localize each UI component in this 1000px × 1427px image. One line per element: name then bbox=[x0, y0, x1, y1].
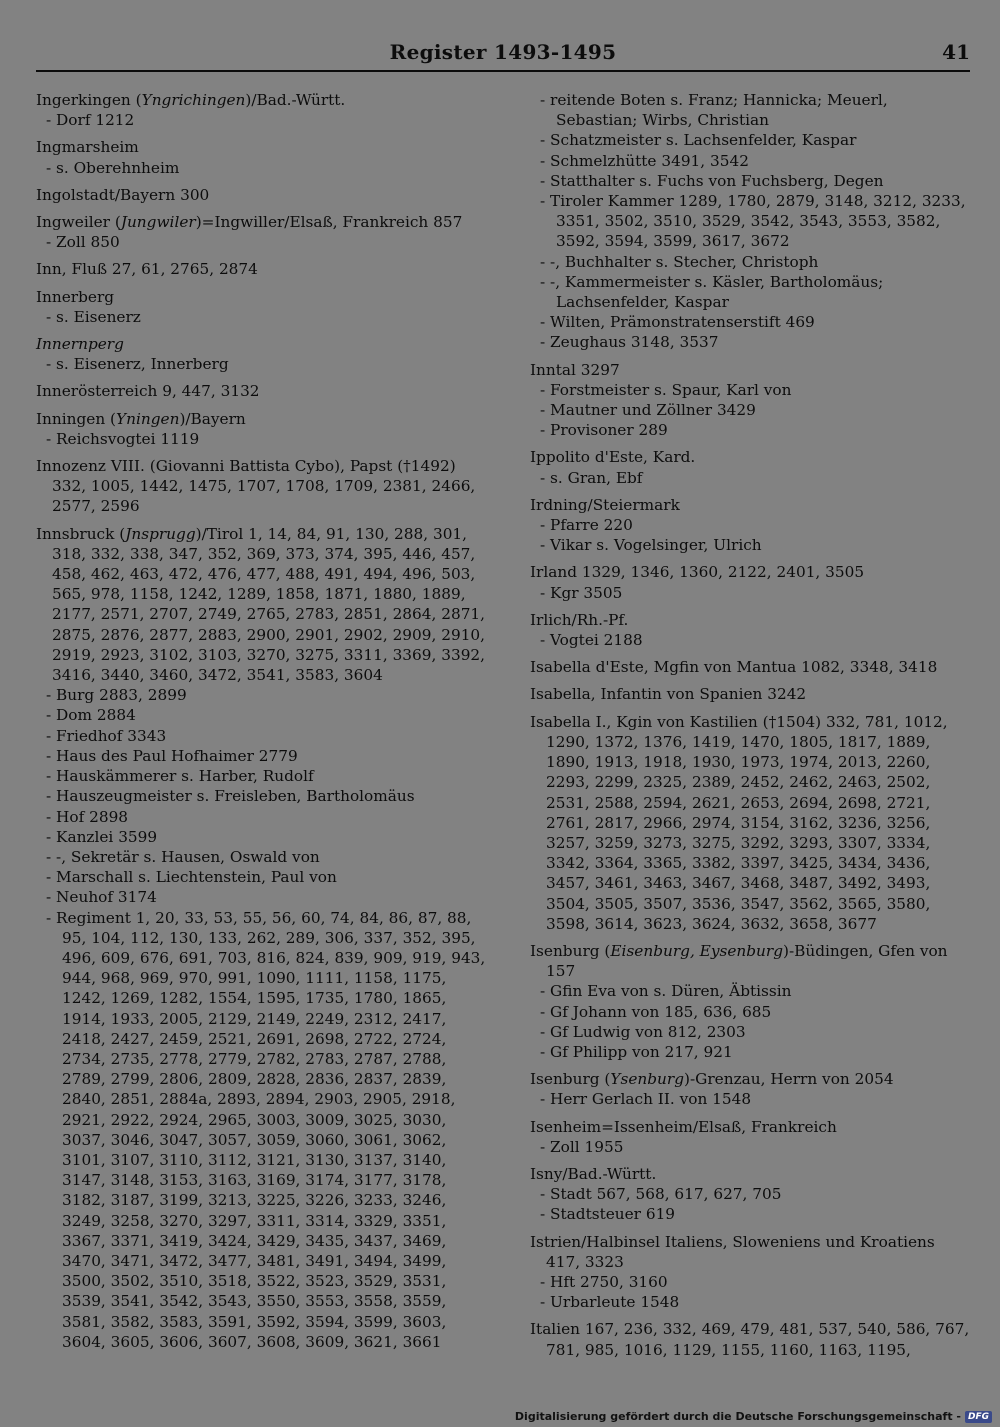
entry-subitem: - Tiroler Kammer 1289, 1780, 2879, 3148, 3212, 3233, 3351, 3502, 3510, 3529, 3542, 3543, 3553, 3582, 3592, 3594, 3599, 3617, 3672 bbox=[540, 192, 966, 251]
entry-subitem: - Forstmeister s. Spaur, Karl von bbox=[540, 380, 792, 399]
entry-subitem: - s. Eisenerz, Innerberg bbox=[46, 355, 229, 374]
entry-subitem: - Kgr 3505 bbox=[540, 583, 623, 602]
entry-heading: Inningen (Yningen)/Bayern bbox=[36, 409, 246, 428]
entry-subitem: - Statthalter s. Fuchs von Fuchsberg, Degen bbox=[540, 171, 884, 190]
entry-heading: Ingmarsheim bbox=[36, 138, 139, 157]
entry-subitem: - Zoll 1955 bbox=[540, 1137, 624, 1156]
entry-heading: Innerberg bbox=[36, 287, 115, 306]
index-entry bbox=[530, 90, 970, 353]
entry-subitem: - Vikar s. Vogelsinger, Ulrich bbox=[540, 536, 762, 555]
entry-subitem: - Hof 2898 bbox=[46, 807, 129, 826]
entry-heading: Ingerkingen (Yngrichingen)/Bad.-Württ. bbox=[36, 91, 346, 109]
right-column bbox=[530, 90, 970, 1367]
index-entry bbox=[530, 447, 970, 487]
index-entry bbox=[530, 360, 970, 441]
entry-subitem: - Mautner und Zöllner 3429 bbox=[540, 401, 756, 420]
entry-subitem: - Friedhof 3343 bbox=[46, 726, 167, 745]
entry-heading: Isabella I., Kgin von Kastilien (†1504) 332, 781, 1012, 1290, 1372, 1376, 1419, 1470, 1805, 1817, 1889, 1890, 1913, 1918, 1930, 1973, 1974, 2013, 2260, 2293, 2299, 2325, 2389, 2452, 2462, 2463, 2502, 2531, 2588, 2594, 2621, 2653, 2694, 2698, 2721, 2761, 2817, 2966, 2974, 3154, 3162, 3236, 3256, 3257, 3259, 3273, 3275, 3292, 3293, 3307, 3334, 3342, 3364, 3365, 3382, 3397, 3425, 3434, 3436, 3457, 3461, 3463, 3467, 3468, 3487, 3492, 3493, 3504, 3505, 3507, 3536, 3547, 3562, 3565, 3580, 3598, 3614, 3623, 3624, 3632, 3658, 3677 bbox=[530, 712, 948, 933]
entry-heading: Ippolito d'Este, Kard. bbox=[530, 448, 696, 467]
index-entry bbox=[36, 90, 488, 130]
index-entry bbox=[530, 562, 970, 602]
entry-subitem: - s. Oberehnheim bbox=[46, 158, 180, 177]
entry-heading: Isabella d'Este, Mgfin von Mantua 1082, 3348, 3418 bbox=[530, 658, 938, 677]
index-entry bbox=[530, 1319, 970, 1359]
index-entry bbox=[36, 185, 488, 205]
left-column bbox=[36, 90, 488, 1359]
entry-subitem: - Hauskämmerer s. Harber, Rudolf bbox=[46, 767, 314, 786]
index-entry bbox=[530, 1117, 970, 1157]
entry-subitem: - Schatzmeister s. Lachsenfelder, Kaspar bbox=[540, 131, 857, 150]
entry-subitem: - -, Buchhalter s. Stecher, Christoph bbox=[540, 252, 819, 271]
entry-heading: Ingolstadt/Bayern 300 bbox=[36, 185, 210, 204]
entry-subitem: - Reichsvogtei 1119 bbox=[46, 429, 200, 448]
footer-text: Digitalisierung gefördert durch die Deutsche Forschungsgemeinschaft - bbox=[514, 1410, 961, 1423]
index-entry bbox=[36, 212, 488, 252]
entry-subitem: - Pfarre 220 bbox=[540, 516, 633, 535]
entry-subitem: - Gf Philipp von 217, 921 bbox=[540, 1042, 733, 1061]
index-entry bbox=[530, 941, 970, 1062]
entry-heading: Isenburg (Eisenburg, Eysenburg)-Büdingen, Gfen von 157 bbox=[530, 941, 948, 981]
index-entry bbox=[36, 334, 488, 374]
entry-subitem: - Vogtei 2188 bbox=[540, 631, 643, 650]
dfg-logo-icon: DFG bbox=[965, 1411, 992, 1423]
entry-subitem: - Wilten, Prämonstratenserstift 469 bbox=[540, 313, 815, 332]
index-entry bbox=[530, 1164, 970, 1225]
entry-heading: Italien 167, 236, 332, 469, 479, 481, 537, 540, 586, 767, 781, 985, 1016, 1129, 1155, 1160, 1163, 1195, bbox=[530, 1320, 970, 1359]
index-entry bbox=[530, 712, 970, 934]
index-entry bbox=[530, 684, 970, 704]
index-entry bbox=[530, 610, 970, 650]
entry-subitem: - -, Kammermeister s. Käsler, Bartholomäus; Lachsenfelder, Kaspar bbox=[540, 272, 884, 312]
entry-subitem: - s. Eisenerz bbox=[46, 307, 141, 326]
index-entry bbox=[530, 1069, 970, 1109]
entry-subitem: - Regiment 1, 20, 33, 53, 55, 56, 60, 74, 84, 86, 87, 88, 95, 104, 112, 130, 133, 262, 289, 306, 337, 352, 395, 496, 609, 676, 691, 703, 816, 824, 839, 909, 919, 943, 944, 968, 969, 970, 991, 1090, 1111, 1158, 1175, 1242, 1269, 1282, 1554, 1595, 1735, 1780, 1865, 1914, 1933, 2005, 2129, 2149, 2249, 2312, 2417, 2418, 2427, 2459, 2521, 2691, 2698, 2722, 2724, 2734, 2735, 2778, 2779, 2782, 2783, 2787, 2788, 2789, 2799, 2806, 2809, 2828, 2836, 2837, 2839, 2840, 2851, 2884a, 2893, 2894, 2903, 2905, 2918, 2921, 2922, 2924, 2965, 3003, 3009, 3025, 3030, 3037, 3046, 3047, 3057, 3059, 3060, 3061, 3062, 3101, 3107, 3110, 3112, 3121, 3130, 3137, 3140, 3147, 3148, 3153, 3163, 3169, 3174, 3177, 3178, 3182, 3187, 3199, 3213, 3225, 3226, 3233, 3246, 3249, 3258, 3270, 3297, 3311, 3314, 3329, 3351, 3367, 3371, 3419, 3424, 3429, 3435, 3437, 3469, 3470, 3471, 3472, 3477, 3481, 3491, 3494, 3499, 3500, 3502, 3510, 3518, 3522, 3523, 3529, 3531, 3539, 3541, 3542, 3543, 3550, 3553, 3558, 3559, 3581, 3582, 3583, 3591, 3592, 3594, 3599, 3603, 3604, 3605, 3606, 3607, 3608, 3609, 3621, 3661 bbox=[46, 908, 486, 1351]
entry-subitem: - Gf Johann von 185, 636, 685 bbox=[540, 1002, 772, 1021]
entry-heading: Innsbruck (Jnsprugg)/Tirol 1, 14, 84, 91, 130, 288, 301, 318, 332, 338, 347, 352, 369, 373, 374, 395, 446, 457, 458, 462, 463, 472, 476, 477, 488, 491, 494, 496, 503, 565, 978, 1158, 1242, 1289, 1858, 1871, 1880, 1889, 2177, 2571, 2707, 2749, 2765, 2783, 2851, 2864, 2871, 2875, 2876, 2877, 2883, 2900, 2901, 2902, 2909, 2910, 2919, 2923, 3102, 3103, 3270, 3275, 3311, 3369, 3392, 3416, 3440, 3460, 3472, 3541, 3583, 3604 bbox=[36, 524, 486, 685]
entry-subitem: - Neuhof 3174 bbox=[46, 888, 157, 907]
entry-subitem: - Provisoner 289 bbox=[540, 421, 668, 440]
entry-subitem: - Zeughaus 3148, 3537 bbox=[540, 333, 719, 352]
entry-subitem: - Schmelzhütte 3491, 3542 bbox=[540, 151, 749, 170]
entry-subitem: - Dom 2884 bbox=[46, 706, 136, 725]
index-entry bbox=[530, 657, 970, 677]
entry-subitem: - Burg 2883, 2899 bbox=[46, 686, 187, 705]
entry-subitem: - reitende Boten s. Franz; Hannicka; Meuerl, Sebastian; Wirbs, Christian bbox=[540, 91, 888, 130]
index-entry bbox=[36, 381, 488, 401]
index-entry bbox=[530, 495, 970, 556]
entry-heading: Innerösterreich 9, 447, 3132 bbox=[36, 382, 260, 401]
entry-subitem: - Hft 2750, 3160 bbox=[540, 1272, 668, 1291]
entry-subitem: - Stadt 567, 568, 617, 627, 705 bbox=[540, 1185, 782, 1204]
index-entry bbox=[36, 137, 488, 177]
entry-subitem: - Haus des Paul Hofhaimer 2779 bbox=[46, 746, 298, 765]
entry-subitem: - s. Gran, Ebf bbox=[540, 468, 643, 487]
entry-heading: Isenburg (Ysenburg)-Grenzau, Herrn von 2054 bbox=[530, 1070, 894, 1089]
entry-subitem: - Stadtsteuer 619 bbox=[540, 1205, 676, 1224]
entry-heading: Irdning/Steiermark bbox=[530, 495, 680, 514]
entry-heading: Ingweiler (Jungwiler)=Ingwiller/Elsaß, Frankreich 857 bbox=[36, 213, 463, 232]
index-entry bbox=[36, 287, 488, 327]
entry-heading: Innernperg bbox=[36, 335, 124, 354]
entry-subitem: - Hauszeugmeister s. Freisleben, Bartholomäus bbox=[46, 787, 415, 806]
index-entry bbox=[36, 456, 488, 517]
entry-heading: Inn, Fluß 27, 61, 2765, 2874 bbox=[36, 260, 258, 279]
entry-heading: Innozenz VIII. (Giovanni Battista Cybo), Papst (†1492) 332, 1005, 1442, 1475, 1707, 1708, 1709, 2381, 2466, 2577, 2596 bbox=[36, 457, 476, 516]
entry-subitem: - Dorf 1212 bbox=[46, 111, 135, 130]
index-entry bbox=[36, 524, 488, 1352]
index-entry bbox=[530, 1232, 970, 1313]
entry-subitem: - Marschall s. Liechtenstein, Paul von bbox=[46, 868, 337, 887]
entry-heading: Isenheim=Issenheim/Elsaß, Frankreich bbox=[530, 1117, 837, 1136]
index-entry bbox=[36, 409, 488, 449]
page-header bbox=[36, 40, 970, 70]
header-rule bbox=[36, 70, 970, 72]
page-title: Register 1493-1495 bbox=[389, 40, 617, 64]
index-entry bbox=[36, 259, 488, 279]
entry-heading: Inntal 3297 bbox=[530, 360, 620, 379]
entry-heading: Isny/Bad.-Württ. bbox=[530, 1164, 657, 1183]
entry-heading: Isabella, Infantin von Spanien 3242 bbox=[530, 685, 807, 704]
page-number: 41 bbox=[942, 40, 970, 64]
entry-subitem: - Herr Gerlach II. von 1548 bbox=[540, 1090, 752, 1109]
entry-subitem: - Zoll 850 bbox=[46, 233, 120, 252]
footer bbox=[515, 1410, 992, 1423]
entry-heading: Irland 1329, 1346, 1360, 2122, 2401, 3505 bbox=[530, 563, 865, 582]
entry-subitem: - Urbarleute 1548 bbox=[540, 1293, 680, 1312]
entry-subitem: - Gf Ludwig von 812, 2303 bbox=[540, 1022, 746, 1041]
entry-subitem: - Kanzlei 3599 bbox=[46, 827, 158, 846]
entry-subitem: - Gfin Eva von s. Düren, Äbtissin bbox=[540, 982, 792, 1001]
entry-heading: Istrien/Halbinsel Italiens, Sloweniens und Kroatiens 417, 3323 bbox=[530, 1232, 935, 1271]
entry-subitem: - -, Sekretär s. Hausen, Oswald von bbox=[46, 847, 320, 866]
entry-heading: Irlich/Rh.-Pf. bbox=[530, 610, 629, 629]
